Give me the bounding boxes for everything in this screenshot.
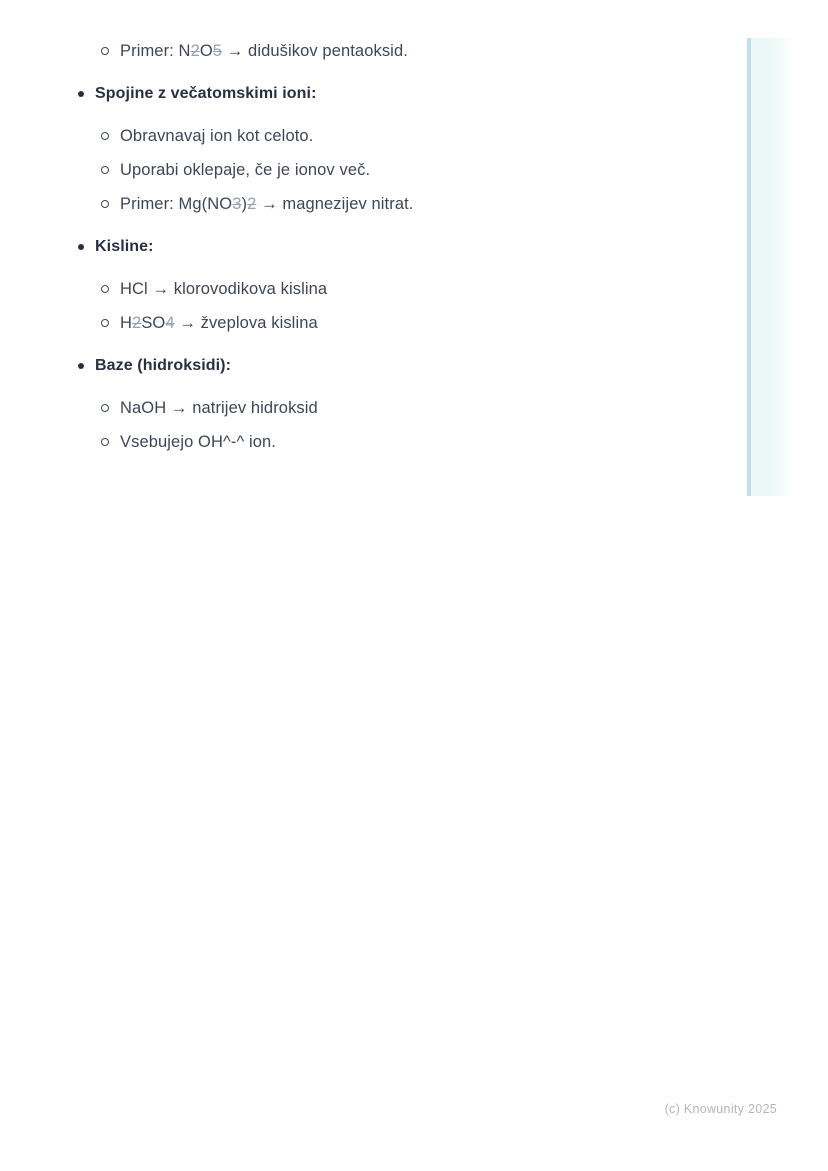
list-item-text — [120, 195, 413, 213]
section-heading — [0, 238, 740, 256]
list-item — [0, 195, 740, 213]
list-item-text — [120, 161, 370, 179]
text-segment: HCl → klorovodikova kislina — [120, 280, 328, 298]
list-item — [0, 314, 740, 332]
list-item-text — [120, 433, 276, 451]
text-segment: SO — [141, 314, 166, 332]
text-segment: → žveplova kislina — [174, 314, 318, 332]
section-heading-label: Baze (hidroksidi): — [95, 357, 232, 374]
bullet-dot-icon — [78, 363, 84, 369]
section-heading-label: Spojine z večatomskimi ioni: — [95, 85, 317, 102]
list-item — [0, 42, 740, 60]
copyright-text: (c) Knowunity 2025 — [664, 1102, 777, 1116]
list-item — [0, 127, 740, 145]
page-edge-accent-bar — [747, 38, 794, 496]
page-footer — [665, 1102, 777, 1116]
subscript-struck-text: 4 — [165, 314, 175, 332]
document-content — [0, 42, 740, 467]
text-segment: NaOH → natrijev hidroksid — [120, 399, 318, 417]
bullet-circle-icon — [101, 166, 109, 174]
section-heading — [0, 357, 740, 375]
text-segment: Uporabi oklepaje, če je ionov več. — [120, 161, 371, 179]
text-segment: H — [120, 314, 133, 332]
text-segment: Obravnavaj ion kot celoto. — [120, 127, 314, 145]
text-segment: Vsebujejo OH^-^ ion. — [120, 433, 276, 451]
list-item-text — [120, 127, 313, 145]
subscript-struck-text: 2 — [247, 195, 257, 213]
bullet-circle-icon — [101, 319, 109, 327]
text-segment: Primer: Mg(NO — [120, 195, 233, 213]
subscript-struck-text: 5 — [212, 42, 223, 60]
bullet-circle-icon — [101, 47, 109, 55]
text-segment: → magnezijev nitrat. — [256, 195, 414, 213]
bullet-circle-icon — [101, 438, 109, 446]
list-item-text — [120, 280, 327, 298]
bullet-dot-icon — [78, 244, 84, 250]
list-item — [0, 161, 740, 179]
text-segment: O — [199, 42, 213, 60]
bullet-circle-icon — [101, 285, 109, 293]
list-item-text — [120, 314, 318, 332]
text-segment: → didušikov pentaoksid. — [222, 42, 408, 60]
section-heading-label: Kisline: — [95, 238, 154, 255]
list-item — [0, 399, 740, 417]
list-item-text — [120, 399, 318, 417]
bullet-dot-icon — [78, 91, 84, 97]
subscript-struck-text: 2 — [132, 314, 142, 332]
list-item — [0, 433, 740, 451]
list-item-text — [120, 42, 408, 60]
text-segment: ) — [241, 195, 248, 213]
section-heading — [0, 85, 740, 103]
bullet-circle-icon — [101, 200, 109, 208]
subscript-struck-text: 3 — [232, 195, 242, 213]
bullet-circle-icon — [101, 132, 109, 140]
subscript-struck-text: 2 — [190, 42, 200, 60]
text-segment: Primer: N — [120, 42, 191, 60]
bullet-circle-icon — [101, 404, 109, 412]
list-item — [0, 280, 740, 298]
